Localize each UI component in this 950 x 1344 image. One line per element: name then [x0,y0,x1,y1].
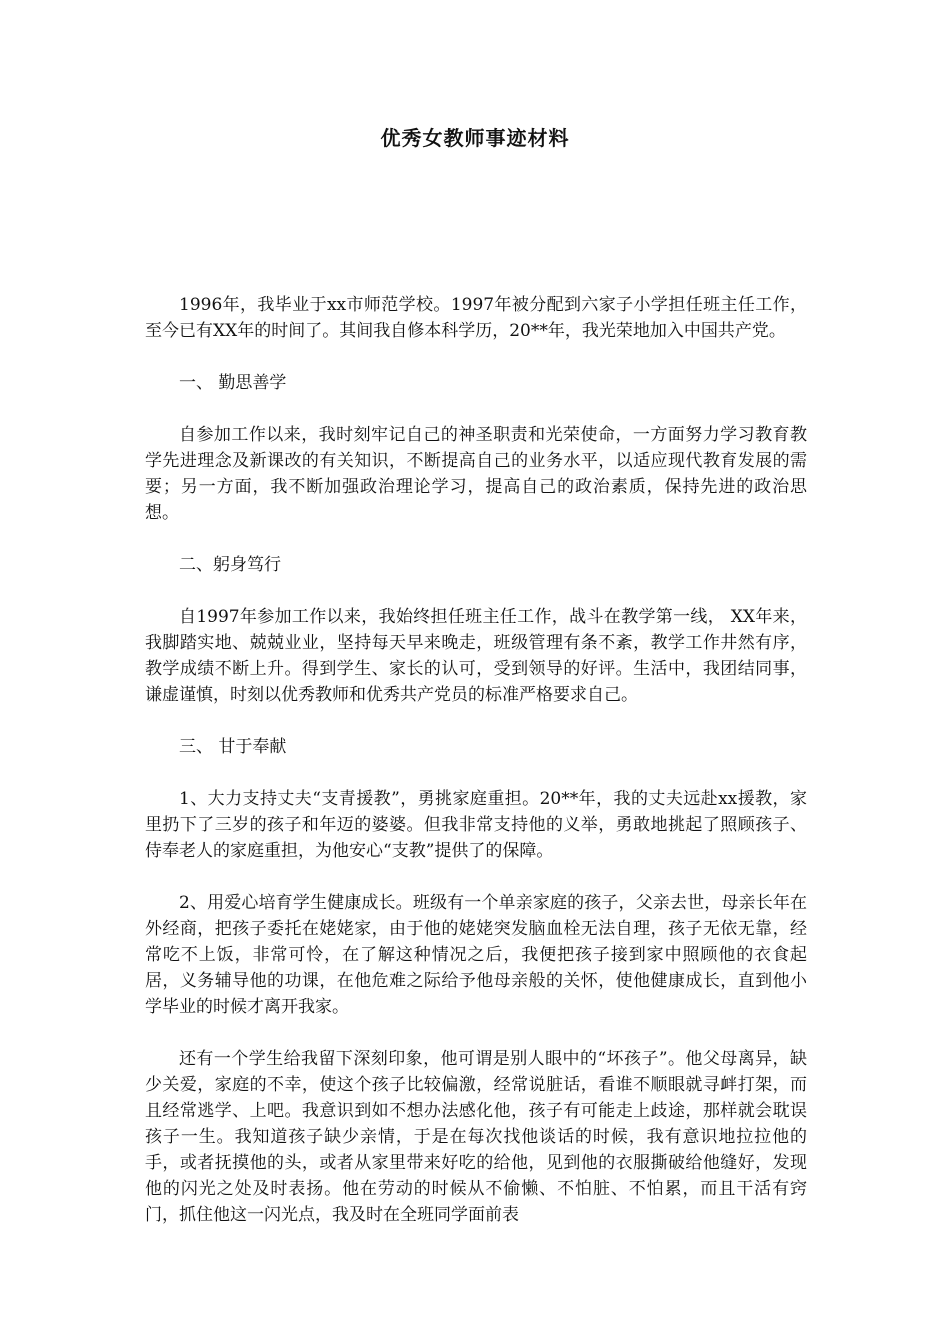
section-1-paragraph: 自参加工作以来，我时刻牢记自己的神圣职责和光荣使命，一方面努力学习教育教学先进理念及新课改的有关知识，不断提高自己的业务水平，以适应现代教育发展的需要；另一方面，我不断加强政治理论学习，提高自己的政治素质，保持先进的政治思想。 [145,425,807,523]
document-body [145,292,807,1254]
section-3-item-2-paragraph: 2、用爱心培育学生健康成长。班级有一个单亲家庭的孩子，父亲去世，母亲长年在外经商，把孩子委托在姥姥家，由于他的姥姥突发脑血栓无法自理，孩子无依无靠，经常吃不上饭，非常可怜，在了解这种情况之后，我便把孩子接到家中照顾他的衣食起居，义务辅导他的功课，在他危难之际给予他母亲般的关怀，使他健康成长，直到他小学毕业的时候才离开我家。 [145,893,807,1017]
section-3-item-1-paragraph: 1、大力支持丈夫“支青援教”，勇挑家庭重担。20**年，我的丈夫远赴xx援教，家里扔下了三岁的孩子和年迈的婆婆。但我非常支持他的义举，勇敢地挑起了照顾孩子、侍奉老人的家庭重担，为他安心“支教”提供了的保障。 [145,789,807,861]
document-title: 优秀女教师事迹材料 [380,126,570,150]
section-heading-3: 三、 甘于奉献 [179,737,287,757]
section-2-paragraph: 自1997年参加工作以来，我始终担任班主任工作，战斗在教学第一线， XX年来，我脚踏实地、兢兢业业，坚持每天早来晚走，班级管理有条不紊，教学工作井然有序，教学成绩不断上升。得到学生、家长的认可，受到领导的好评。生活中，我团结同事，谦虚谨慎，时刻以优秀教师和优秀共产党员的标准严格要求自己。 [145,607,807,705]
intro-paragraph: 1996年，我毕业于xx市师范学校。1997年被分配到六家子小学担任班主任工作，至今已有XX年的时间了。其间我自修本科学历，20**年，我光荣地加入中国共产党。 [145,295,807,341]
section-3-story-paragraph: 还有一个学生给我留下深刻印象，他可谓是别人眼中的“坏孩子”。他父母离异，缺少关爱，家庭的不幸，使这个孩子比较偏激，经常说脏话，看谁不顺眼就寻衅打架，而且经常逃学、上吧。我意识到如不想办法感化他，孩子有可能走上歧途，那样就会耽误孩子一生。我知道孩子缺少亲情，于是在每次找他谈话的时候，我有意识地拉拉他的手，或者抚摸他的头，或者从家里带来好吃的给他，见到他的衣服撕破给他缝好，发现他的闪光之处及时表扬。他在劳动的时候从不偷懒、不怕脏、不怕累，而且干活有窍门，抓住他这一闪光点，我及时在全班同学面前表 [145,1049,807,1225]
section-heading-2: 二、躬身笃行 [179,555,281,575]
section-heading-1: 一、 勤思善学 [179,373,287,393]
